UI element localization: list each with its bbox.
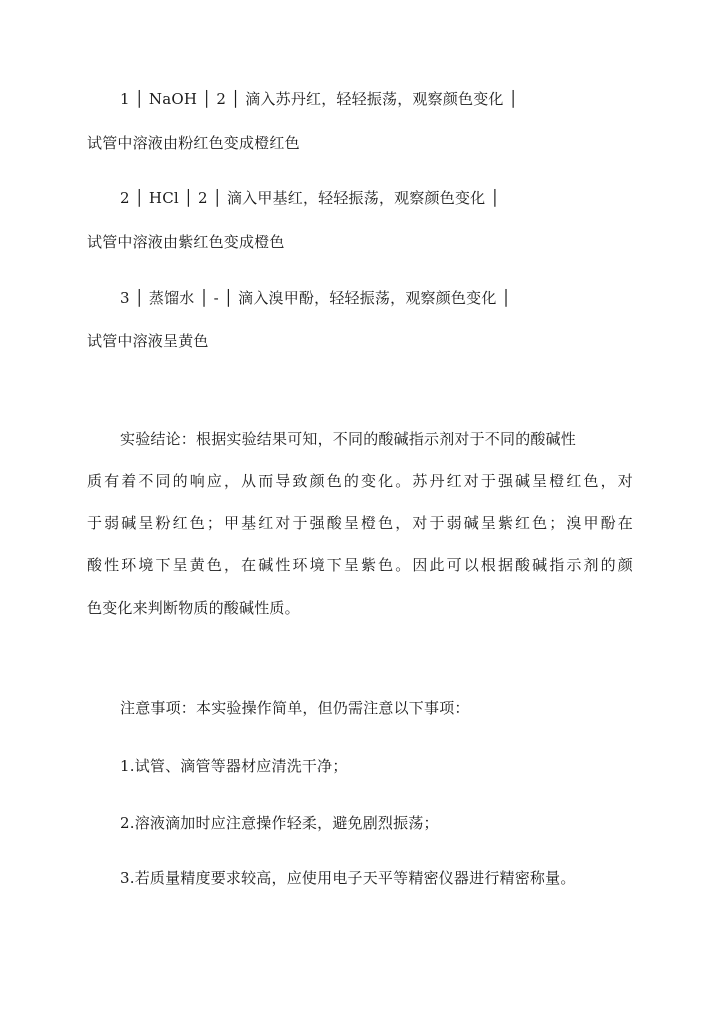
table-row-2-result: 试管中溶液由紫红色变成橙色	[87, 233, 285, 251]
conclusion-line-1: 实验结论：根据实验结果可知，不同的酸碱指示剂对于不同的酸碱性	[120, 430, 577, 448]
conclusion-line-3: 于弱碱呈粉红色；甲基红对于强酸呈橙色，对于弱碱呈紫红色；溴甲酚在	[87, 514, 633, 532]
notes-item-1: 1.试管、滴管等器材应清洗干净；	[120, 757, 348, 775]
table-row-3-result: 试管中溶液呈黄色	[87, 332, 209, 350]
conclusion-line-2: 质有着不同的响应，从而导致颜色的变化。苏丹红对于强碱呈橙红色，对	[87, 472, 633, 490]
notes-item-3: 3.若质量精度要求较高，应使用电子天平等精密仪器进行精密称量。	[120, 869, 576, 887]
table-row-3: 3 │ 蒸馏水 │ - │ 滴入溴甲酚，轻轻振荡，观察颜色变化 │	[120, 289, 511, 307]
conclusion-line-4: 酸性环境下呈黄色，在碱性环境下呈紫色。因此可以根据酸碱指示剂的颜	[87, 556, 633, 574]
conclusion-line-5: 色变化来判断物质的酸碱性质。	[87, 599, 300, 617]
notes-heading: 注意事项：本实验操作简单，但仍需注意以下事项：	[120, 699, 470, 717]
table-row-1-result: 试管中溶液由粉红色变成橙红色	[87, 134, 300, 152]
table-row-1: 1 │ NaOH │ 2 │ 滴入苏丹红，轻轻振荡，观察颜色变化 │	[120, 90, 518, 108]
table-row-2: 2 │ HCl │ 2 │ 滴入甲基红，轻轻振荡，观察颜色变化 │	[120, 189, 500, 207]
notes-item-2: 2.溶液滴加时应注意操作轻柔，避免剧烈振荡；	[120, 814, 439, 832]
